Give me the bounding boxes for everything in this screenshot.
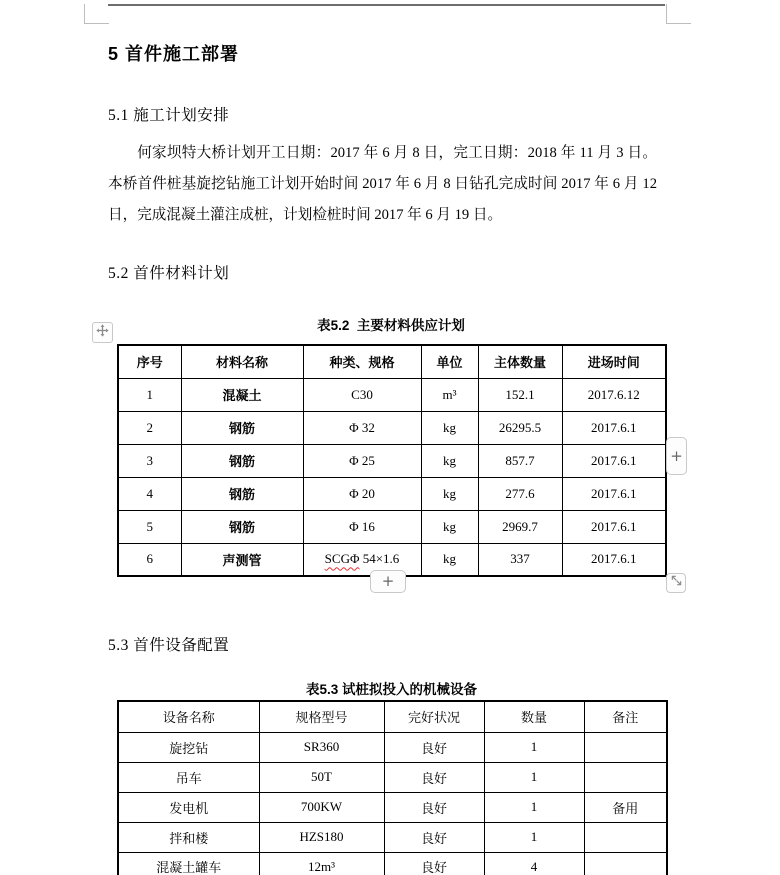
table-row	[118, 477, 666, 510]
cell-model: 12m³	[259, 852, 384, 875]
cell-unit: kg	[421, 444, 478, 477]
resize-icon	[670, 574, 683, 592]
table-row	[118, 732, 667, 762]
table-caption-5-3: 表5.3 试桩拟投入的机械设备	[305, 682, 478, 697]
cell-material: 钢筋	[181, 477, 303, 510]
cell-qty: 1	[484, 732, 584, 762]
table-caption-5-2: 表5.2 主要材料供应计划	[317, 318, 465, 333]
col-header-material: 材料名称	[181, 345, 303, 378]
cell-unit: kg	[421, 411, 478, 444]
cell-material: 声测管	[181, 543, 303, 576]
table-row	[118, 510, 666, 543]
cell-qty: 1	[484, 762, 584, 792]
cell-equipment: 旋挖钻	[118, 732, 259, 762]
cell-condition: 良好	[384, 762, 484, 792]
cell-note	[584, 822, 667, 852]
add-column-button[interactable]	[666, 437, 687, 475]
cell-equipment: 发电机	[118, 792, 259, 822]
table-row	[118, 762, 667, 792]
col-header-qty: 数量	[484, 701, 584, 732]
cell-no: 2	[118, 411, 181, 444]
subsection-heading-5-2: 5.2 首件材料计划	[108, 265, 230, 282]
cell-spec: C30	[303, 378, 421, 411]
page-top-edge	[108, 4, 665, 6]
cell-quantity: 2969.7	[478, 510, 562, 543]
cell-model: SR360	[259, 732, 384, 762]
cell-unit: kg	[421, 543, 478, 576]
table-row	[118, 444, 666, 477]
materials-table	[117, 344, 667, 577]
spec-text-spellchecked: SCGΦ	[324, 551, 360, 567]
cell-note	[584, 762, 667, 792]
table-row	[118, 378, 666, 411]
cell-material: 混凝土	[181, 378, 303, 411]
cell-date: 2017.6.1	[562, 411, 666, 444]
cell-date: 2017.6.12	[562, 378, 666, 411]
cell-model: HZS180	[259, 822, 384, 852]
cell-unit: m³	[421, 378, 478, 411]
cell-material: 钢筋	[181, 510, 303, 543]
table-header-row	[118, 345, 666, 378]
move-icon	[96, 324, 109, 342]
cell-note: 备用	[584, 792, 667, 822]
table-row	[118, 792, 667, 822]
cell-model: 50T	[259, 762, 384, 792]
cell-no: 6	[118, 543, 181, 576]
table-row	[118, 852, 667, 875]
cell-date: 2017.6.1	[562, 477, 666, 510]
cell-quantity: 26295.5	[478, 411, 562, 444]
cell-note	[584, 852, 667, 875]
cell-equipment: 拌和楼	[118, 822, 259, 852]
body-paragraph: 何家坝特大桥计划开工日期：2017 年 6 月 8 日，完工日期：2018 年 11 月 3 日。本桥首件桩基旋挖钻施工计划开始时间 2017 年 6 月 8 日钻孔完成时间 2017 年 6 月 12 日，完成混凝土灌注成桩，计划检桩时间 2017 年 6 月 19 日。	[108, 145, 657, 223]
cell-note	[584, 732, 667, 762]
cell-quantity: 857.7	[478, 444, 562, 477]
cell-material: 钢筋	[181, 444, 303, 477]
cell-condition: 良好	[384, 792, 484, 822]
table-resize-handle[interactable]	[666, 573, 686, 593]
cell-unit: kg	[421, 477, 478, 510]
plus-icon: +	[381, 572, 395, 590]
cell-spec: Φ 25	[303, 444, 421, 477]
spec-text: 54×1.6	[359, 551, 400, 567]
col-header-no: 序号	[118, 345, 181, 378]
cell-condition: 良好	[384, 852, 484, 875]
page-corner-left	[84, 4, 109, 24]
cell-date: 2017.6.1	[562, 510, 666, 543]
subsection-heading-5-3: 5.3 首件设备配置	[108, 637, 230, 654]
cell-quantity: 152.1	[478, 378, 562, 411]
cell-quantity: 337	[478, 543, 562, 576]
cell-condition: 良好	[384, 732, 484, 762]
cell-model: 700KW	[259, 792, 384, 822]
cell-no: 5	[118, 510, 181, 543]
cell-equipment: 吊车	[118, 762, 259, 792]
cell-date: 2017.6.1	[562, 543, 666, 576]
table-row	[118, 822, 667, 852]
subsection-heading-5-1: 5.1 施工计划安排	[108, 107, 230, 124]
page-corner-right	[666, 4, 691, 24]
cell-qty: 4	[484, 852, 584, 875]
col-header-equipment: 设备名称	[118, 701, 259, 732]
equipment-table	[117, 700, 668, 875]
col-header-quantity: 主体数量	[478, 345, 562, 378]
cell-qty: 1	[484, 792, 584, 822]
col-header-condition: 完好状况	[384, 701, 484, 732]
cell-spec: Φ 20	[303, 477, 421, 510]
plus-icon: +	[670, 446, 683, 465]
col-header-arrival-date: 进场时间	[562, 345, 666, 378]
cell-quantity: 277.6	[478, 477, 562, 510]
cell-spec: Φ 16	[303, 510, 421, 543]
table-header-row	[118, 701, 667, 732]
cell-spec: Φ 32	[303, 411, 421, 444]
add-row-button[interactable]	[370, 570, 406, 593]
cell-qty: 1	[484, 822, 584, 852]
col-header-spec: 种类、规格	[303, 345, 421, 378]
col-header-unit: 单位	[421, 345, 478, 378]
cell-date: 2017.6.1	[562, 444, 666, 477]
cell-no: 3	[118, 444, 181, 477]
cell-no: 1	[118, 378, 181, 411]
cell-no: 4	[118, 477, 181, 510]
cell-material: 钢筋	[181, 411, 303, 444]
cell-equipment: 混凝土罐车	[118, 852, 259, 875]
table-row	[118, 411, 666, 444]
section-heading: 5 首件施工部署	[108, 44, 240, 64]
table-move-handle[interactable]	[92, 322, 113, 343]
cell-condition: 良好	[384, 822, 484, 852]
col-header-note: 备注	[584, 701, 667, 732]
cell-unit: kg	[421, 510, 478, 543]
col-header-model: 规格型号	[259, 701, 384, 732]
